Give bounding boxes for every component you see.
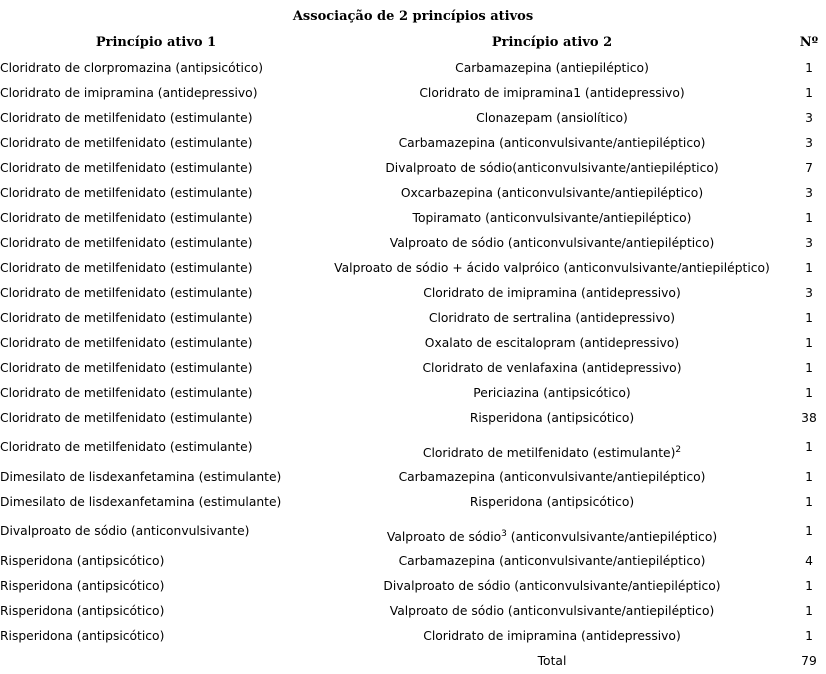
total-row — [0, 648, 826, 674]
active-ingredient-2-cell — [312, 489, 792, 514]
active-ingredient-2-cell — [312, 430, 792, 464]
count-cell: 1 — [805, 210, 813, 225]
active-ingredient-2-text: Valproato de sódio — [386, 530, 502, 544]
active-ingredient-2-text: Cloridrato de imipramina1 (antidepressivo) — [419, 85, 685, 100]
active-ingredient-1-cell: Divalproato de sódio (anticonvulsivante) — [0, 524, 250, 538]
active-ingredient-2-cell — [312, 205, 792, 230]
active-ingredient-2-cell — [312, 80, 792, 105]
active-ingredient-1-cell: Cloridrato de metilfenidato (estimulante) — [0, 210, 253, 225]
active-ingredient-2-cell — [312, 330, 792, 355]
active-ingredient-1-cell: Risperidona (antipsicótico) — [0, 578, 165, 593]
total-empty-cell — [0, 648, 312, 674]
table-row — [0, 55, 826, 80]
count-cell: 1 — [805, 469, 813, 484]
active-ingredient-2-text: Divalproato de sódio(anticonvulsivante/antiepiléptico) — [385, 160, 719, 175]
table-row — [0, 305, 826, 330]
active-ingredient-2-cell — [312, 405, 792, 430]
count-cell: 3 — [805, 185, 813, 200]
active-ingredient-1-cell: Cloridrato de metilfenidato (estimulante) — [0, 440, 253, 454]
active-ingredient-2-cell — [312, 130, 792, 155]
table-title: Associação de 2 princípios ativos — [292, 9, 534, 24]
table-row — [0, 430, 826, 464]
active-ingredient-2-cell — [312, 548, 792, 573]
active-ingredient-2-text: Carbamazepina (antiepiléptico) — [455, 60, 649, 75]
total-value: 79 — [801, 654, 817, 668]
active-ingredient-2-text: Cloridrato de sertralina (antidepressivo) — [428, 310, 676, 325]
table-row — [0, 464, 826, 489]
active-ingredient-1-cell: Cloridrato de metilfenidato (estimulante) — [0, 335, 253, 350]
header-active-ingredient-1: Princípio ativo 1 — [95, 35, 217, 50]
active-ingredient-1-cell: Cloridrato de imipramina (antidepressivo) — [0, 85, 258, 100]
active-ingredient-1-cell: Cloridrato de clorpromazina (antipsicótico) — [0, 60, 264, 75]
active-ingredient-2-cell — [312, 355, 792, 380]
table-row — [0, 489, 826, 514]
table-row — [0, 80, 826, 105]
active-ingredient-1-cell: Cloridrato de metilfenidato (estimulante) — [0, 235, 253, 250]
header-count: Nº — [799, 35, 819, 50]
count-cell: 4 — [805, 553, 813, 568]
count-cell: 1 — [805, 85, 813, 100]
total-label: Total — [537, 654, 567, 668]
active-ingredient-1-cell: Cloridrato de metilfenidato (estimulante) — [0, 410, 253, 425]
active-ingredient-2-text: Oxcarbazepina (anticonvulsivante/antiepiléptico) — [400, 185, 704, 200]
active-ingredient-1-cell: Cloridrato de metilfenidato (estimulante) — [0, 360, 253, 375]
active-ingredient-2-text: Risperidona (antipsicótico) — [469, 494, 635, 509]
count-cell: 1 — [805, 494, 813, 509]
active-ingredient-1-cell: Cloridrato de metilfenidato (estimulante) — [0, 185, 253, 200]
active-ingredient-2-text: Risperidona (antipsicótico) — [469, 410, 635, 425]
active-ingredient-2-text: Valproato de sódio + ácido valpróico (anticonvulsivante/antiepiléptico) — [334, 260, 770, 275]
table-body — [0, 55, 826, 648]
table-row — [0, 205, 826, 230]
active-ingredient-1-cell: Cloridrato de metilfenidato (estimulante) — [0, 285, 253, 300]
table-row — [0, 598, 826, 623]
table-row — [0, 573, 826, 598]
active-ingredient-2-cell — [312, 380, 792, 405]
active-ingredient-2-text: Divalproato de sódio (anticonvulsivante/antiepiléptico) — [383, 578, 721, 593]
header-active-ingredient-2: Princípio ativo 2 — [491, 35, 613, 50]
table-row — [0, 155, 826, 180]
table-row — [0, 330, 826, 355]
active-ingredient-2-cell — [312, 514, 792, 548]
active-ingredient-1-cell: Risperidona (antipsicótico) — [0, 553, 165, 568]
active-ingredient-1-cell: Cloridrato de metilfenidato (estimulante) — [0, 160, 253, 175]
count-cell: 1 — [805, 385, 813, 400]
active-ingredient-2-cell — [312, 573, 792, 598]
count-cell: 1 — [805, 335, 813, 350]
active-ingredient-1-cell: Cloridrato de metilfenidato (estimulante) — [0, 135, 253, 150]
count-cell: 7 — [805, 160, 813, 175]
active-ingredient-1-cell: Cloridrato de metilfenidato (estimulante) — [0, 110, 253, 125]
table-row — [0, 355, 826, 380]
count-cell: 3 — [805, 285, 813, 300]
active-ingredient-2-text: Oxalato de escitalopram (antidepressivo) — [424, 335, 680, 350]
active-ingredient-2-text: Topiramato (anticonvulsivante/antiepiléptico) — [412, 210, 692, 225]
table-row — [0, 380, 826, 405]
table-header-row — [0, 30, 826, 55]
count-cell: 1 — [805, 628, 813, 643]
table-row — [0, 230, 826, 255]
count-cell: 1 — [805, 578, 813, 593]
table-row — [0, 280, 826, 305]
active-ingredient-1-cell: Risperidona (antipsicótico) — [0, 603, 165, 618]
footnote-marker: 3 — [501, 528, 507, 539]
active-ingredient-2-text: Valproato de sódio (anticonvulsivante/antiepiléptico) — [389, 235, 715, 250]
count-cell: 38 — [801, 410, 817, 425]
table-row — [0, 548, 826, 573]
table-row — [0, 130, 826, 155]
count-cell: 3 — [805, 135, 813, 150]
active-ingredient-1-cell: Cloridrato de metilfenidato (estimulante) — [0, 385, 253, 400]
count-cell: 3 — [805, 110, 813, 125]
count-cell: 3 — [805, 235, 813, 250]
active-ingredient-2-text: Carbamazepina (anticonvulsivante/antiepiléptico) — [398, 135, 706, 150]
active-ingredient-2-text: Carbamazepina (anticonvulsivante/antiepiléptico) — [398, 469, 706, 484]
active-ingredient-2-text: Cloridrato de metilfenidato (estimulante) — [422, 446, 676, 460]
active-ingredient-2-cell — [312, 155, 792, 180]
active-ingredient-2-cell — [312, 623, 792, 648]
active-ingredient-2-cell — [312, 255, 792, 280]
active-ingredient-2-text: Periciazina (antipsicótico) — [473, 385, 631, 400]
active-ingredient-2-cell — [312, 55, 792, 80]
active-ingredient-2-text: Cloridrato de venlafaxina (antidepressivo) — [422, 360, 682, 375]
active-ingredient-2-cell — [312, 105, 792, 130]
table-row — [0, 105, 826, 130]
count-cell: 1 — [805, 360, 813, 375]
association-table — [0, 30, 826, 674]
active-ingredient-2-text: Clonazepam (ansiolítico) — [476, 110, 628, 125]
active-ingredient-1-cell: Dimesilato de lisdexanfetamina (estimulante) — [0, 469, 282, 484]
count-cell: 1 — [805, 524, 813, 538]
table-row — [0, 514, 826, 548]
count-cell: 1 — [805, 440, 813, 454]
count-cell: 1 — [805, 260, 813, 275]
table-row — [0, 405, 826, 430]
count-cell: 1 — [805, 310, 813, 325]
active-ingredient-2-text: Valproato de sódio (anticonvulsivante/antiepiléptico) — [389, 603, 715, 618]
count-cell: 1 — [805, 60, 813, 75]
count-cell: 1 — [805, 603, 813, 618]
active-ingredient-1-cell: Cloridrato de metilfenidato (estimulante) — [0, 260, 253, 275]
active-ingredient-2-text: Cloridrato de imipramina (antidepressivo) — [423, 628, 681, 643]
active-ingredient-2-cell — [312, 598, 792, 623]
active-ingredient-2-cell — [312, 464, 792, 489]
active-ingredient-2-text-cont: (anticonvulsivante/antiepiléptico) — [506, 530, 718, 544]
active-ingredient-2-cell — [312, 305, 792, 330]
footnote-marker: 2 — [675, 444, 682, 455]
active-ingredient-2-cell — [312, 230, 792, 255]
table-row — [0, 255, 826, 280]
table-row — [0, 623, 826, 648]
active-ingredient-2-text: Carbamazepina (anticonvulsivante/antiepiléptico) — [398, 553, 706, 568]
active-ingredient-1-cell: Dimesilato de lisdexanfetamina (estimulante) — [0, 494, 282, 509]
active-ingredient-1-cell: Risperidona (antipsicótico) — [0, 628, 165, 643]
active-ingredient-1-cell: Cloridrato de metilfenidato (estimulante) — [0, 310, 253, 325]
active-ingredient-2-text: Cloridrato de imipramina (antidepressivo) — [423, 285, 681, 300]
table-row — [0, 180, 826, 205]
active-ingredient-2-cell — [312, 280, 792, 305]
active-ingredient-2-cell — [312, 180, 792, 205]
